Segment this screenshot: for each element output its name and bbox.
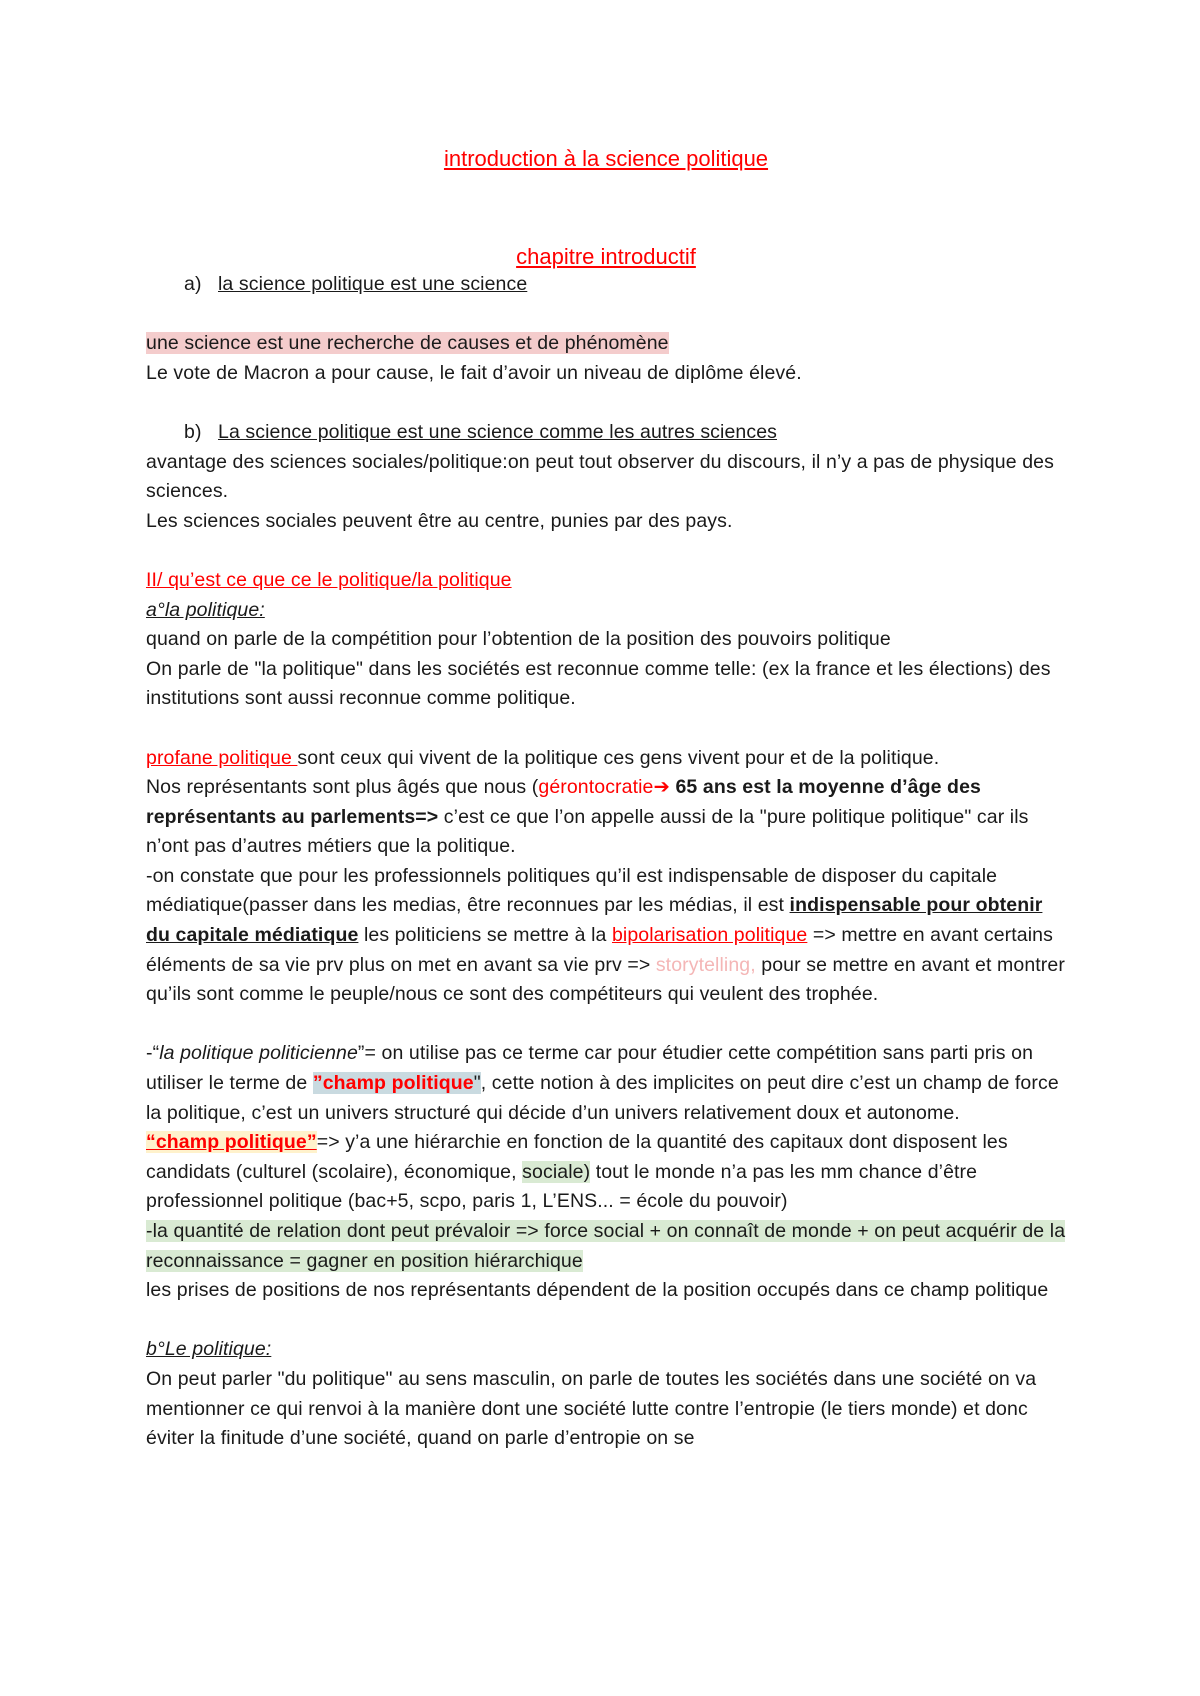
- list-item-b-text: La science politique est une science comme les autres sciences: [218, 420, 777, 443]
- gerontocratie-rest: c’est ce que l’on appelle aussi de la "pure politique politique" car ils n’ont pas d’autres métiers que la politique.: [146, 805, 1029, 858]
- paragraph-profane-politique: [146, 744, 1066, 774]
- list-item-a: [146, 270, 1066, 300]
- document-title: introduction à la science politique: [443, 146, 769, 171]
- chapter-title-line: [146, 244, 1066, 270]
- paragraph-macron-vote: Le vote de Macron a pour cause, le fait d’avoir un niveau de diplôme élevé.: [146, 361, 802, 384]
- subsection-a-heading-line: [146, 596, 1066, 626]
- paragraph-science-definition: [146, 329, 1066, 359]
- capitale-mediatique-intro: -on constate que pour les professionnels politiques qu’il est indispensable de disposer du capitale médiatique(passer dans les medias, être reconnues par les médias, il est: [146, 864, 998, 917]
- list-item-b-number: b): [184, 420, 202, 443]
- paragraph-la-politique: On parle de "la politique" dans les sociétés est reconnue comme telle: (ex la france et les élections) des institutions sont aussi reconnue comme politique.: [146, 657, 1051, 710]
- term-sociale: sociale): [522, 1160, 591, 1183]
- quote-open: -“: [146, 1042, 160, 1065]
- subsection-b-heading-line: [146, 1335, 1066, 1365]
- profane-politique-text: sont ceux qui vivent de la politique ces gens vivent pour et de la politique.: [297, 746, 940, 769]
- paragraph-politique-politicienne: [146, 1039, 1066, 1128]
- paragraph-social-sciences-center: Les sciences sociales peuvent être au centre, punies par des pays.: [146, 509, 733, 532]
- subsection-a-heading: a°la politique:: [146, 598, 265, 621]
- list-item-a-text: la science politique est une science: [218, 273, 528, 295]
- paragraph-le-politique: On peut parler "du politique" au sens masculin, on parle de toutes les sociétés dans une société on va mentionner ce qui renvoi à la manière dont une société lutte contre l’entropie (le tiers monde) et donc éviter la finitude d’une société, quand on parle d’entropie on se: [146, 1367, 1037, 1450]
- quote-close: ": [473, 1072, 481, 1095]
- list-item-b: [146, 418, 1066, 448]
- gerontocratie-intro: Nos représentants sont plus âgés que nous (: [146, 776, 539, 799]
- paragraph-gerontocratie: [146, 773, 1066, 862]
- term-politique-politicienne: la politique politicienne: [159, 1042, 358, 1065]
- section-2-heading: II/ qu’est ce que ce le politique/la politique: [146, 568, 512, 591]
- highlighted-relations: -la quantité de relation dont peut prévaloir => force social + on connaît de monde + on peut acquérir de la reconnaissance = gagner en position hiérarchique: [146, 1220, 1066, 1272]
- chapter-title: chapitre introductif: [516, 244, 696, 269]
- champ-politique-text: => y’a une hiérarchie en fonction de la quantité des capitaux dont disposent les candidats (culturel (scolaire), économique,: [146, 1131, 1008, 1183]
- average-age-statement: 65 ans est la moyenne d’âge des représentants au parlements=>: [146, 776, 981, 828]
- capitale-mediatique-mid: les politiciens se mettre à la: [358, 924, 612, 947]
- paragraph-prises-de-positions: les prises de positions de nos représentants dépendent de la position occupés dans ce champ politique: [146, 1279, 1049, 1302]
- paragraph-champ-politique: [146, 1128, 1066, 1217]
- term-champ-politique: ”champ politique: [312, 1072, 474, 1095]
- arrow-icon: ➔: [653, 776, 670, 799]
- politique-politicienne-text: ”= on utilise pas ce terme car pour étudier cette compétition sans parti pris on utiliser le terme de: [146, 1042, 1034, 1095]
- champ-politique-end: tout le monde n’a pas les mm chance d’être professionnel politique (bac+5, scpo, paris 1, L’ENS... = école du pouvoir): [146, 1160, 978, 1213]
- highlighted-definition: une science est une recherche de causes et de phénomène: [146, 332, 669, 355]
- capitale-mediatique-bold: indispensable pour obtenir du capitale médiatique: [146, 894, 1043, 947]
- term-bipolarisation-politique: bipolarisation politique: [611, 924, 808, 947]
- term-storytelling: storytelling,: [655, 953, 756, 976]
- paragraph-social-sciences-advantage: avantage des sciences sociales/politique:on peut tout observer du discours, il n’y a pas de physique des sciences.: [146, 450, 1054, 503]
- capitale-mediatique-end: pour se mettre en avant et montrer qu’ils sont comme le peuple/nous ce sont des compétiteurs qui veulent des trophée.: [146, 953, 1065, 1006]
- term-gerontocratie: gérontocratie: [538, 776, 654, 799]
- term-champ-politique-heading: “champ politique”: [146, 1131, 317, 1154]
- subsection-b-heading: b°Le politique:: [146, 1338, 272, 1361]
- paragraph-capitale-mediatique: [146, 862, 1066, 1010]
- list-item-a-number: a): [184, 273, 202, 295]
- capitale-mediatique-mid2: => mettre en avant certains éléments de sa vie prv plus on met en avant sa vie prv =>: [146, 924, 1053, 976]
- term-profane-politique: profane politique: [146, 746, 298, 769]
- paragraph-competition: quand on parle de la compétition pour l’obtention de la position des pouvoirs politique: [146, 628, 891, 651]
- politique-politicienne-end: , cette notion à des implicites on peut dire c’est un champ de force la politique, c’est un univers structuré qui décide d’un univers relativement doux et autonome.: [146, 1072, 1059, 1124]
- document-page: [146, 0, 1066, 1454]
- section-2-heading-line: [146, 566, 1066, 596]
- paragraph-relations: [146, 1217, 1066, 1276]
- document-title-line: [146, 146, 1066, 172]
